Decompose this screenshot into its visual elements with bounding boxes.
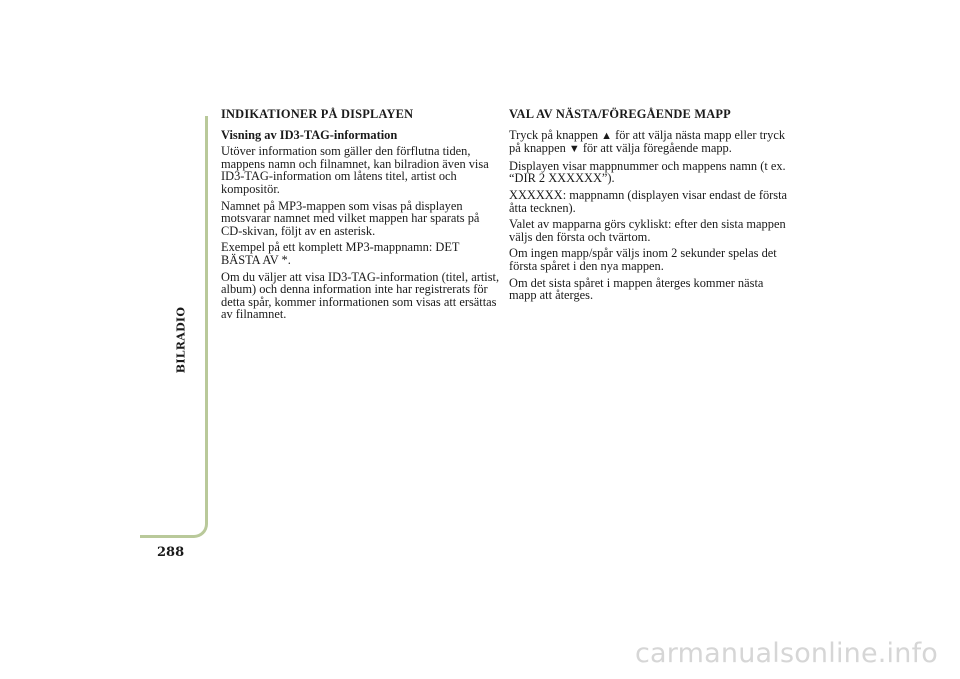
down-arrow-icon: ▼ <box>568 143 580 156</box>
subheading: Visning av ID3-TAG-information <box>221 127 398 142</box>
page-number: 288 <box>157 545 185 560</box>
paragraph: Om du väljer att visa ID3-TAG-information (titel, artist, album) och denna information inte har registrerats för detta spår, kommer informationen som visas att ersättas av filnamnet. <box>221 269 500 322</box>
paragraph: XXXXXX: mappnamn (displayen visar endast de första åtta tecknen). <box>509 187 788 215</box>
right-column <box>509 108 789 306</box>
paragraph: Om ingen mapp/spår väljs inom 2 sekunder spelas det första spåret i den nya mappen. <box>509 246 777 273</box>
paragraph-buttons <box>509 129 789 156</box>
paragraph: Displayen visar mappnummer och mappens namn (t ex. “DIR 2 XXXXXX”). <box>509 158 786 186</box>
left-column <box>221 108 501 325</box>
section-label: BILRADIO <box>174 306 188 374</box>
text: för att välja föregående mapp. <box>579 141 732 156</box>
paragraph: Valet av mapparna görs cykliskt: efter den sista mappen väljs den första och tvärtom. <box>509 217 786 244</box>
paragraph: Utöver information som gäller den förflutna tiden, mappens namn och filnamnet, kan bilradion även visa ID3-TAG-information om låtens titel, artist och kompositör. <box>221 144 489 196</box>
section-heading: INDIKATIONER PÅ DISPLAYEN <box>221 107 414 121</box>
text: för att välja nästa mapp eller tryck på knappen <box>509 127 786 156</box>
watermark: carmanualsonline.info <box>635 638 938 669</box>
paragraph: Exempel på ett komplett MP3-mappnamn: DET BÄSTA AV *. <box>221 240 460 267</box>
up-arrow-icon: ▲ <box>601 129 613 142</box>
section-heading: VAL AV NÄSTA/FÖREGÅENDE MAPP <box>509 107 731 121</box>
paragraph: Namnet på MP3-mappen som visas på displayen motsvarar namnet med vilket mappen har sparats på CD-skivan, följt av en asterisk. <box>221 198 480 238</box>
paragraph: Om det sista spåret i mappen återges kommer nästa mapp att återges. <box>509 275 764 303</box>
text: Tryck på knappen <box>509 127 602 142</box>
